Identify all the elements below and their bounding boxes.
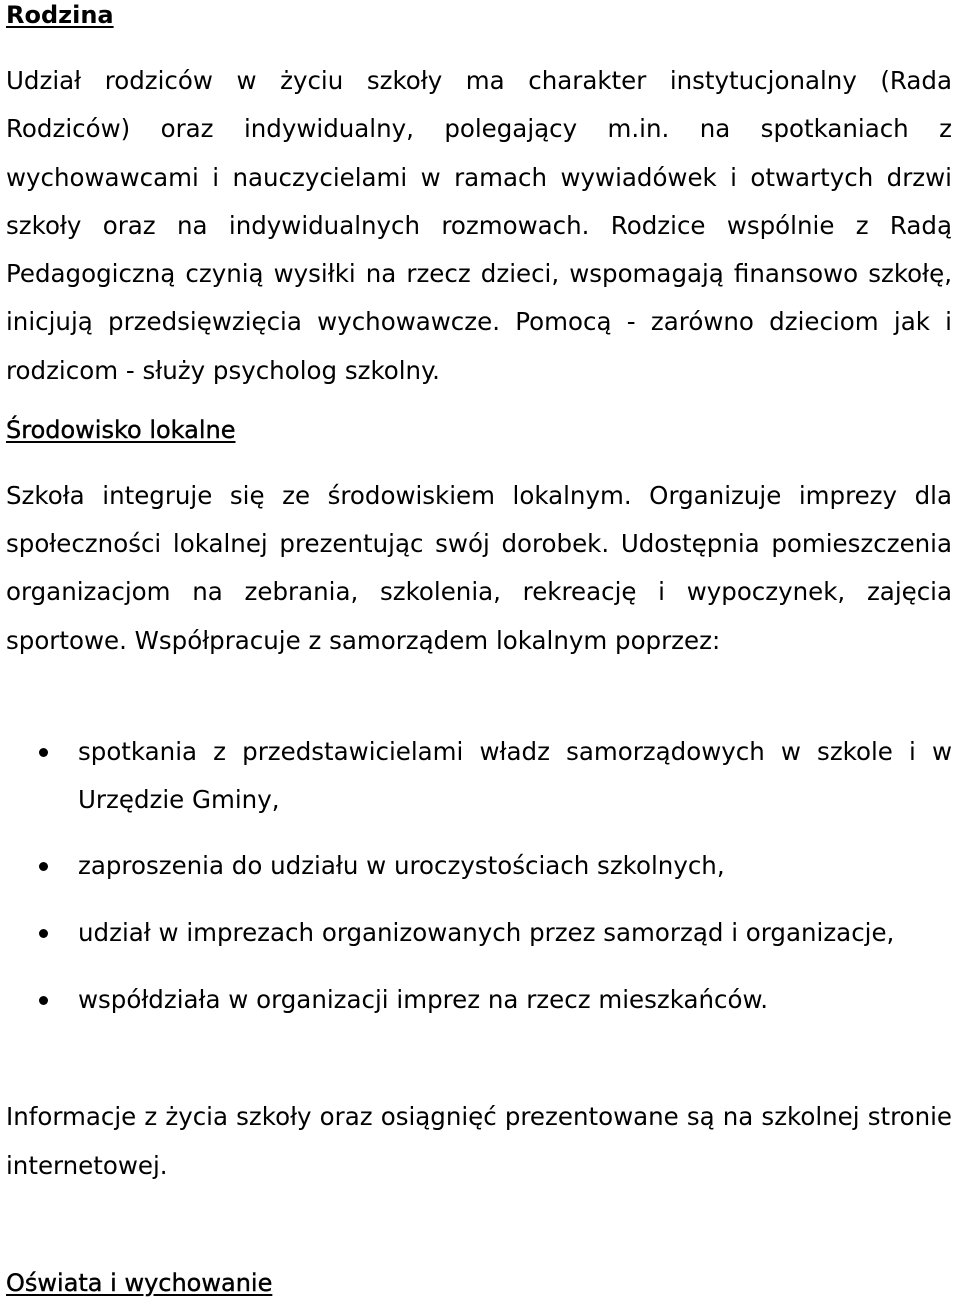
paragraph-closing-info: Informacje z życia szkoły oraz osiągnięć prezentowane są na szkolnej stronie internetowej. — [6, 1102, 952, 1180]
bullet-icon — [39, 748, 48, 757]
list-item-text: współdziała w organizacji imprez na rzecz mieszkańców. — [78, 985, 769, 1014]
list-item-text: udział w imprezach organizowanych przez samorząd i organizacje, — [78, 918, 895, 947]
list-item — [6, 842, 952, 890]
list-item — [6, 976, 952, 1024]
bullet-icon — [39, 929, 48, 938]
section-heading-srodowisko-lokalne: Środowisko lokalne — [6, 416, 236, 444]
bullet-icon — [39, 996, 48, 1005]
list-item-text: spotkania z przedstawicielami władz samorządowych w szkole i w Urzędzie Gminy, — [78, 737, 952, 814]
list-item — [6, 728, 952, 824]
list-item-text: zaproszenia do udziału w uroczystościach szkolnych, — [78, 851, 725, 880]
bullet-list-cooperation — [6, 728, 952, 1024]
bullet-icon — [39, 862, 48, 871]
section-heading-rodzina: Rodzina — [6, 1, 114, 29]
paragraph-rodzina: Udział rodziców w życiu szkoły ma charakter instytucjonalny (Rada Rodziców) oraz indywidualny, polegający m.in. na spotkaniach z wychowawcami i nauczycielami w ramach wywiadówek i otwartych drzwi szkoły oraz na indywidualnych rozmowach. Rodzice wspólnie z Radą Pedagogiczną czynią wysiłki na rzecz dzieci, wspomagają finansowo szkołę, inicjują przedsięwzięcia wychowawcze. Pomocą - zarówno dzieciom jak i rodzicom - służy psycholog szkolny. — [6, 66, 952, 385]
list-item — [6, 909, 952, 957]
paragraph-srodowisko-lokalne: Szkoła integruje się ze środowiskiem lokalnym. Organizuje imprezy dla społeczności lokalnej prezentując swój dorobek. Udostępnia pomieszczenia organizacjom na zebrania, szkolenia, rekreację i wypoczynek, zajęcia sportowe. Współpracuje z samorządem lokalnym poprzez: — [6, 481, 952, 655]
section-heading-oswiata-i-wychowanie: Oświata i wychowanie — [6, 1269, 273, 1297]
